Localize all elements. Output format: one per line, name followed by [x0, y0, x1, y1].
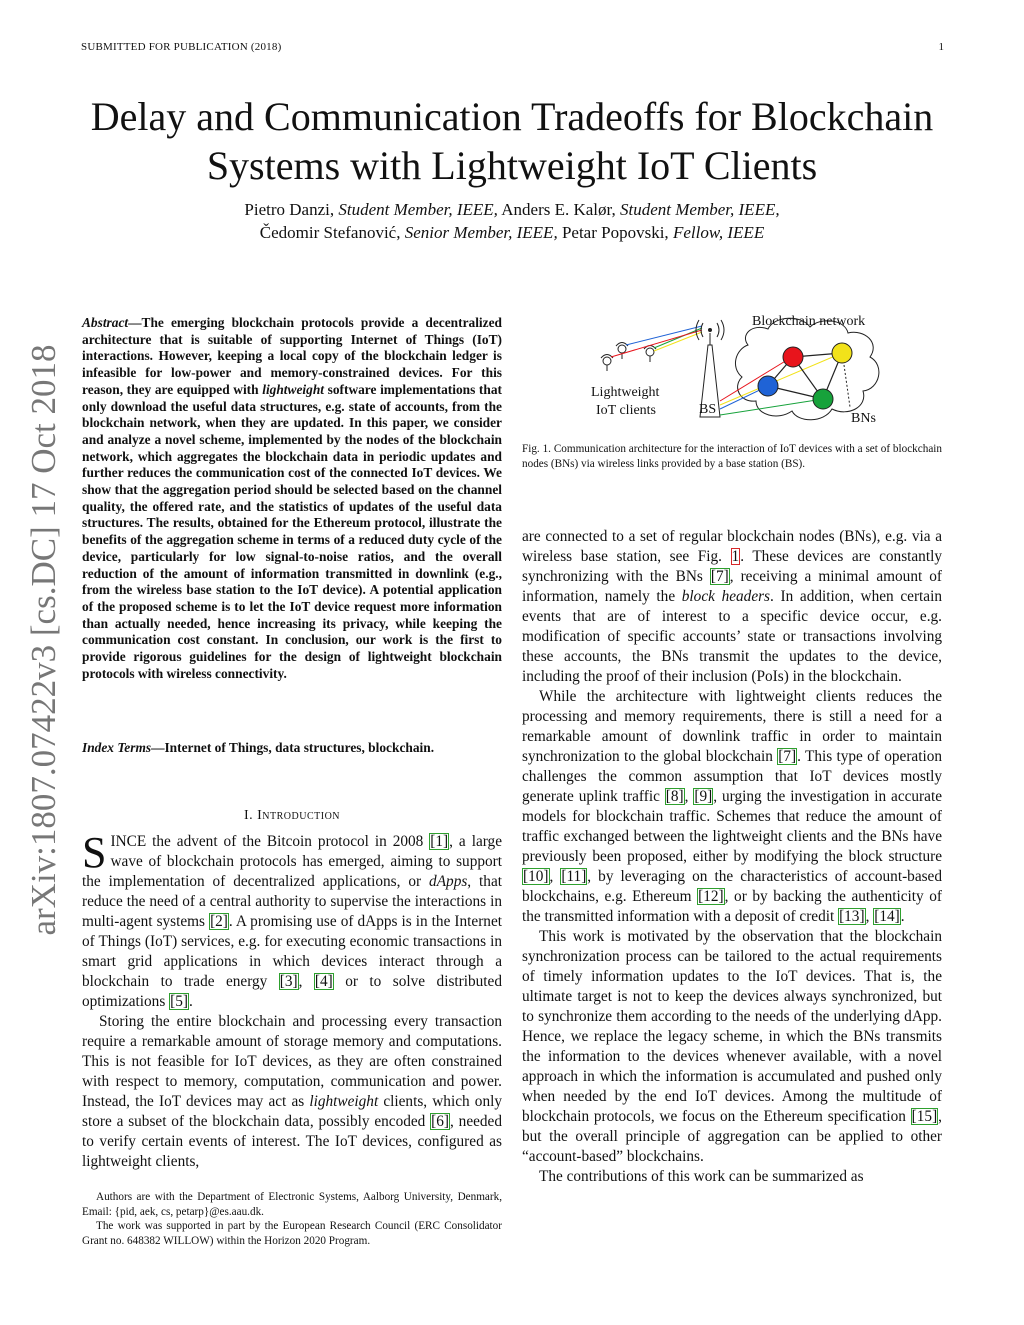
page-number: 1: [938, 41, 944, 53]
arxiv-stamp: [20, 330, 68, 950]
label-iot-clients: IoT clients: [596, 403, 657, 418]
label-bs: BS: [699, 402, 717, 417]
blockchain-node-yellow: [832, 343, 852, 363]
author-name: Čedomir Stefanović,: [259, 223, 401, 242]
footnote-affiliation: Authors are with the Department of Electronic Systems, Aalborg University, Denmark, Email: {pid, aek, cs, petarp}@es.aau.dk.: [82, 1191, 502, 1218]
intro-body: [82, 828, 502, 1172]
citation-link[interactable]: [11]: [561, 868, 587, 885]
right-column-body: [522, 527, 942, 1187]
citation-link[interactable]: [13]: [839, 908, 865, 925]
index-terms-text: —Internet of Things, data structures, blockchain.: [151, 740, 435, 755]
cloud-shape: [735, 318, 878, 420]
right-paragraph-1: are connected to a set of regular blockchain nodes (BNs), e.g. via a wireless base station, see Fig. 1. These devices are constantly synchronizing with the BNs [7], receiving a minimal amount of information, namely the block headers. In addition, when certain events that are of interest to a specific device occur, e.g. modification of specific accounts’ state or transactions involving these accounts, the BNs transmit the updates to the device, including the proof of their inclusion (PoIs) in the blockchain.: [522, 528, 942, 685]
figure-architecture: [580, 305, 900, 435]
running-header: SUBMITTED FOR PUBLICATION (2018): [81, 41, 282, 53]
citation-link[interactable]: [10]: [523, 868, 549, 885]
wireless-link: [654, 332, 702, 351]
blockchain-node-red: [783, 347, 803, 367]
arxiv-stamp-text: arXiv:1807.07422v3 [cs.DC] 17 Oct 2018: [24, 344, 63, 936]
abstract-text-1: —The emerging blockchain protocols provide a decentralized architecture that is suitable of supporting Internet of Things (IoT) interactions. However, keeping a local copy of the blockchain ledger is infeasible for low-power and memory-constrained devices. For this reason, they are equipped with: [82, 315, 502, 397]
footnote: [82, 1190, 502, 1248]
drop-cap: S: [82, 828, 107, 877]
intro-paragraph-2: Storing the entire blockchain and processing every transaction require a remarkable amount of storage memory and computations. This is not feasible for IoT devices, as they are often constrained with respect to memory, computation, communication and power. Instead, the IoT devices may act as lightweight clients, which only store a subset of the blockchain data, possibly encoded [6], needed to verify certain events of interest. The IoT devices, configured as lightweight clients,: [82, 1013, 502, 1170]
abstract-label: Abstract: [82, 315, 129, 330]
blockchain-node-green: [813, 389, 833, 409]
title-line-2: Systems with Lightweight IoT Clients: [206, 143, 818, 188]
citation-link[interactable]: [12]: [698, 888, 724, 905]
citation-link[interactable]: [2]: [210, 913, 228, 930]
paper-title: [60, 92, 964, 190]
right-paragraph-4: The contributions of this work can be summarized as: [539, 1168, 864, 1185]
label-bns: BNs: [851, 411, 876, 426]
wireless-link: [654, 328, 702, 348]
citation-link[interactable]: [15]: [911, 1108, 938, 1125]
author-role: Fellow, IEEE: [672, 223, 765, 242]
abstract-emphasis: lightweight: [262, 381, 324, 397]
section-heading: [82, 808, 502, 824]
label-blockchain-network: Blockchain network: [752, 314, 866, 329]
author-role: Student Member, IEEE,: [620, 200, 780, 219]
citation-link[interactable]: [9]: [694, 788, 713, 805]
figure-caption: Fig. 1. Communication architecture for the interaction of IoT devices with a set of blockchain nodes (BNs) via wireless links provided by a base station (BS).: [522, 443, 942, 470]
author-name: Pietro Danzi,: [244, 200, 335, 219]
wireless-link: [626, 326, 702, 345]
figure-link[interactable]: 1: [731, 548, 740, 565]
author-role: Senior Member, IEEE,: [404, 223, 558, 242]
citation-link[interactable]: [7]: [778, 748, 797, 765]
author-name: Petar Popovski,: [561, 223, 669, 242]
author-line-2: [100, 221, 924, 244]
right-paragraph-2: While the architecture with lightweight clients reduces the processing and memory requirements, there is still a need for a remarkable amount of downlink traffic in order to maintain synchronization to the global blockchain [7]. This type of operation challenges the common assumption that IoT devices mostly generate uplink traffic [8], [9], urging the investigation in accurate models for blockchain traffic. Schemes that reduce the amount of traffic exchanged between the lightweight clients and the BNs have previously been proposed, either by modifying the block structure [10], [11], by leveraging on the characteristics of account-based blockchains, e.g. Ethereum [12], or by backing the authenticity of the transmitted information with a deposit of credit [13], [14].: [522, 688, 942, 925]
citation-link[interactable]: [8]: [665, 788, 684, 805]
intro-paragraph-1: SINCE the advent of the Bitcoin protocol in 2008 [1], a large wave of blockchain protocols has emerged, aiming to support the implementation of decentralized applications, or dApps, that reduce the need of a central authority to supervise the interactions in multi-agent systems [2]. A promising use of dApps is in the Internet of Things (IoT) services, e.g. for executing economic transactions in smart grid applications in which devices interact through a blockchain to trade energy [3], [4] or to solve distributed optimizations [5].: [82, 828, 502, 1010]
author-role: Student Member, IEEE,: [338, 200, 498, 219]
citation-link[interactable]: [3]: [279, 973, 298, 990]
citation-link[interactable]: [7]: [710, 568, 729, 585]
author-name: Anders E. Kalør,: [501, 200, 616, 219]
index-terms-label: Index Terms: [82, 740, 152, 755]
blockchain-node-blue: [758, 376, 778, 396]
abstract-text-2: software implementations that only download the useful data structures, e.g. state of accounts, from the blockchain network, when they are updated. In this paper, we consider and analyze a novel scheme, implemented by the nodes of the blockchain network, which aggregates the blockchain data in periodic updates and further reduces the communication cost of the connected IoT devices. We show that the aggregation period should be selected based on the channel quality, the offered rate, and the statistics of updates of the useful data structures. The results, obtained for the Ethereum protocol, illustrate the benefits of the aggregation scheme in terms of a reduced duty cycle of the device, particularly for low signal-to-noise ratios, and the overall reduction of the amount of information transmitted in downlink (e.g., from the wireless base station to the IoT device). A potential application of the proposed scheme is to let the IoT device request more information than actually needed, hence increasing its privacy, while keeping the communication cost constant. In conclusion, our work is the first to provide rigorous guidelines for the design of lightweight blockchain protocols with wireless connectivity.: [82, 381, 502, 681]
citation-link[interactable]: [14]: [874, 908, 900, 925]
section-title: Introduction: [257, 808, 341, 823]
citation-link[interactable]: [5]: [170, 993, 188, 1010]
index-terms: [82, 740, 502, 756]
footnote-funding: The work was supported in part by the European Research Council (ERC Consolidator Grant no. 648382 WILLOW) within the Horizon 2020 Program.: [82, 1220, 502, 1247]
title-line-1: Delay and Communication Tradeoffs for Blockchain: [90, 94, 934, 139]
author-list: [100, 198, 924, 244]
citation-link[interactable]: [6]: [431, 1113, 450, 1130]
abstract: [82, 315, 502, 682]
label-lightweight: Lightweight: [591, 385, 660, 400]
author-line-1: [100, 198, 924, 221]
right-paragraph-3: This work is motivated by the observation that the blockchain synchronization process can be tailored to the actual requirements of timely information updates to the IoT devices. That is, the ultimate target is not to keep the devices always synchronized, but to synchronize them according to the needs of the underlying dApp. Hence, we replace the legacy scheme, in which the BNs transmits the information to the devices whenever available, with a novel approach in which the information is accumulated and pushed only when needed by the end IoT devices. Among the multitude of blockchain protocols, we focus on the Ethereum specification [15], but the overall principle of aggregation can be applied to other “account-based” blockchains.: [522, 928, 942, 1165]
section-number: I.: [243, 808, 254, 823]
citation-link[interactable]: [1]: [430, 833, 449, 850]
citation-link[interactable]: [4]: [314, 973, 333, 990]
